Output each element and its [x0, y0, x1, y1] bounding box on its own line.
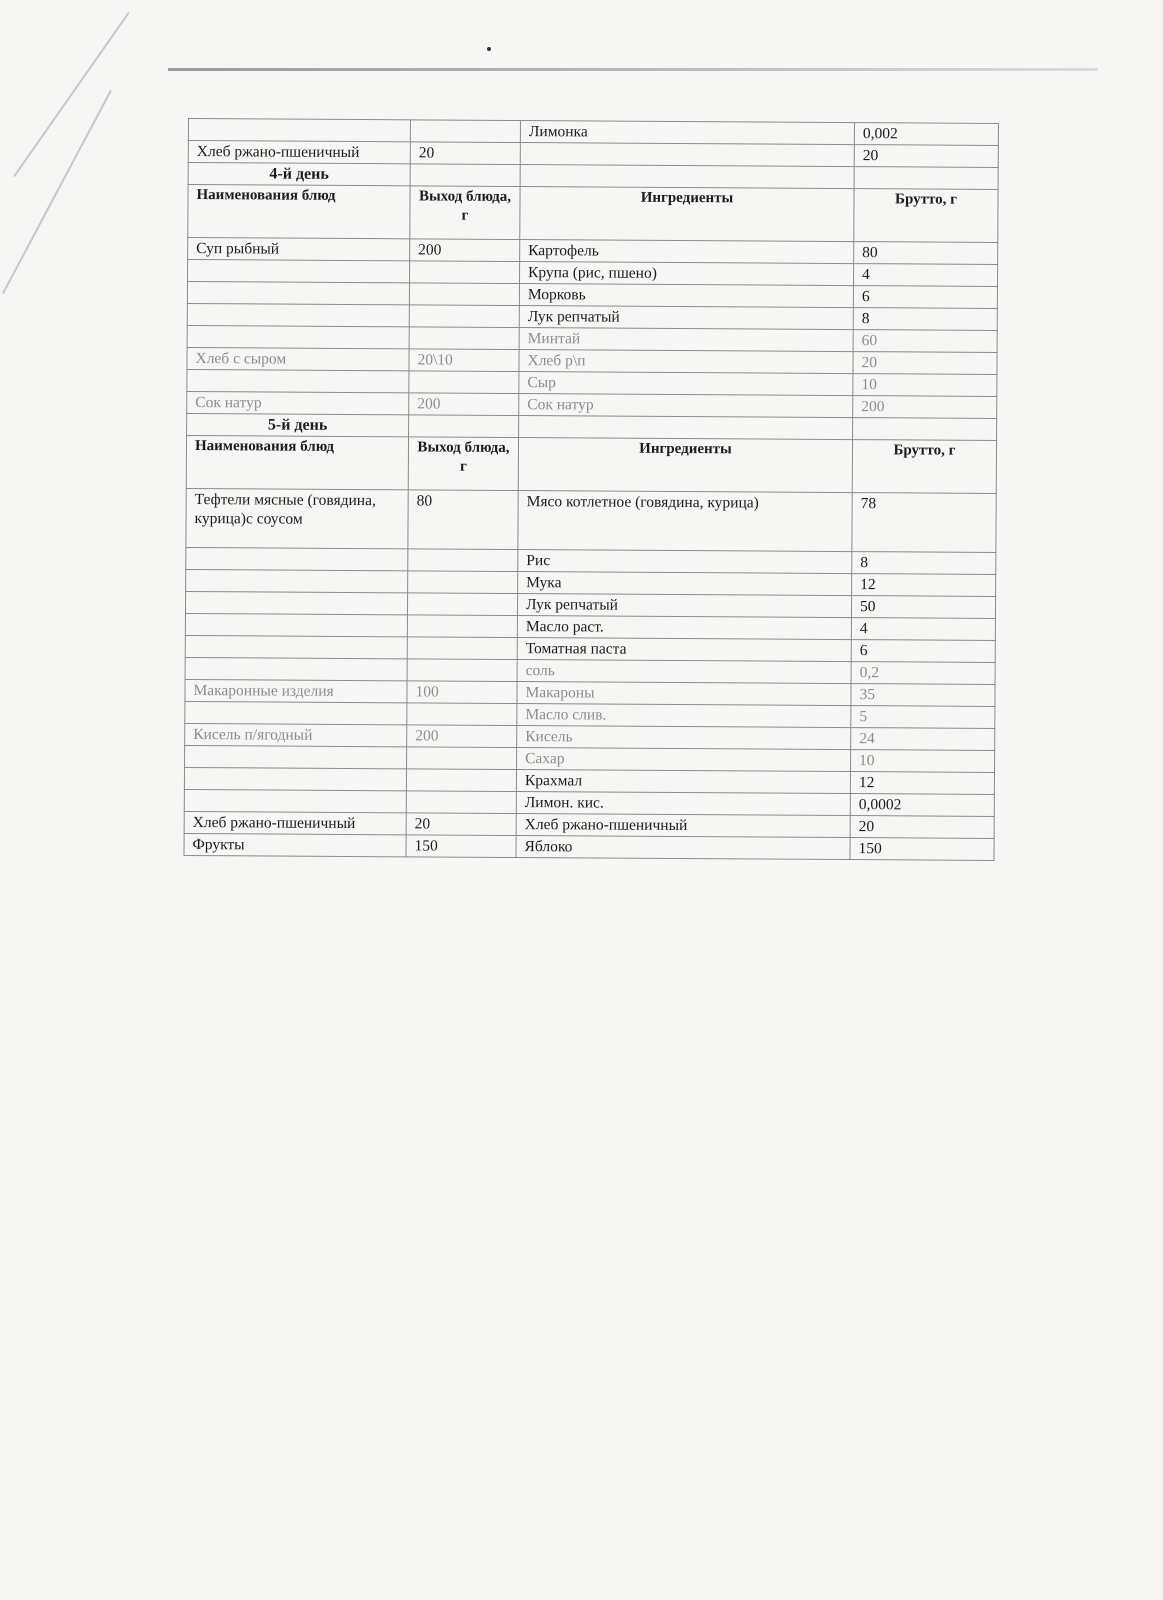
gross-cell: 6 [851, 640, 995, 663]
gross-cell: 80 [854, 242, 998, 265]
dish-cell [186, 569, 408, 592]
ingredient-cell: Картофель [520, 240, 854, 264]
table-row [186, 488, 996, 552]
gross-cell: 4 [851, 618, 995, 641]
dish-cell [185, 635, 407, 658]
dish-cell [185, 745, 407, 768]
yield-cell [409, 371, 519, 394]
dish-cell: Хлеб с сыром [187, 347, 409, 370]
header-yield: Выход блюда, г [408, 437, 518, 491]
gross-cell: 200 [853, 396, 997, 419]
ingredient-cell: Кисель [517, 726, 851, 750]
dish-cell [185, 591, 407, 614]
gross-cell: 50 [851, 596, 995, 619]
scan-speck [487, 47, 491, 51]
header-dish: Наименования блюд [186, 435, 408, 489]
yield-cell [406, 791, 516, 814]
yield-cell: 100 [407, 681, 517, 704]
header-gross: Брутто, г [852, 440, 996, 494]
ingredient-cell: Мука [518, 572, 852, 596]
gross-cell: 6 [853, 286, 997, 309]
gross-cell: 5 [851, 706, 995, 729]
gross-cell: 12 [850, 772, 994, 795]
yield-cell [407, 615, 517, 638]
ingredient-cell: Лук репчатый [519, 306, 853, 330]
ingredient-cell: Морковь [519, 284, 853, 308]
yield-cell [407, 703, 517, 726]
gross-cell: 20 [853, 352, 997, 375]
gross-cell: 0,2 [851, 662, 995, 685]
ingredient-cell: Крахмал [516, 770, 850, 794]
menu-table [183, 118, 998, 861]
dish-cell: Хлеб ржано-пшеничный [188, 141, 410, 164]
yield-cell: 200 [410, 239, 520, 262]
dish-cell [185, 613, 407, 636]
yield-cell [407, 593, 517, 616]
ingredient-cell: Мясо котлетное (говядина, курица) [518, 491, 852, 552]
ingredient-cell: Минтай [519, 328, 853, 352]
header-ingredients: Ингредиенты [520, 187, 854, 242]
ingredient-cell: Масло раст. [517, 616, 851, 640]
ingredient-cell: Лимон. кис. [516, 792, 850, 816]
ingredient-cell: Лук репчатый [517, 594, 851, 618]
dish-cell: Макаронные изделия [185, 679, 407, 702]
dish-cell: Сок натур [187, 391, 409, 414]
gross-cell: 10 [851, 750, 995, 773]
ingredient-cell: Томатная паста [517, 638, 851, 662]
gross-cell: 0,002 [854, 123, 998, 146]
header-ingredients: Ингредиенты [518, 438, 852, 493]
dish-cell [184, 789, 406, 812]
yield-cell [407, 747, 517, 770]
dish-cell [187, 325, 409, 348]
yield-cell [409, 327, 519, 350]
yield-cell: 200 [407, 725, 517, 748]
gross-cell: 20 [850, 816, 994, 839]
header-row [186, 435, 996, 493]
header-row [188, 185, 998, 243]
yield-cell [409, 283, 519, 306]
yield-cell [409, 261, 519, 284]
gross-cell: 8 [852, 552, 996, 575]
dish-cell [188, 119, 410, 142]
dish-cell: Хлеб ржано-пшеничный [184, 811, 406, 834]
ingredient-cell: Хлеб р\п [519, 350, 853, 374]
ingredient-cell: соль [517, 660, 851, 684]
gross-cell: 10 [853, 374, 997, 397]
yield-cell: 20\10 [409, 349, 519, 372]
dish-cell [188, 260, 410, 283]
dish-cell: Фрукты [184, 833, 406, 856]
dish-cell [186, 547, 408, 570]
gross-cell: 35 [851, 684, 995, 707]
gross-cell: 24 [851, 728, 995, 751]
scan-streak [2, 90, 112, 294]
yield-cell [407, 659, 517, 682]
dish-cell [187, 282, 409, 305]
ingredient-cell: Сыр [519, 372, 853, 396]
dish-cell [185, 657, 407, 680]
ingredient-cell: Яблоко [516, 836, 850, 860]
ingredient-cell: Сок натур [519, 394, 853, 418]
header-yield: Выход блюда, г [410, 186, 520, 240]
yield-cell [408, 571, 518, 594]
day-label: 4-й день [188, 163, 410, 186]
gross-cell: 78 [852, 493, 996, 553]
gross-cell: 60 [853, 330, 997, 353]
table-row [184, 833, 994, 860]
yield-cell [406, 769, 516, 792]
yield-cell [410, 120, 520, 143]
day-label: 5-й день [187, 413, 409, 436]
ingredient-cell: Макароны [517, 682, 851, 706]
dish-cell: Тефтели мясные (говядина, курица)с соусом [186, 488, 408, 548]
gross-cell: 8 [853, 308, 997, 331]
menu-document [183, 118, 997, 861]
ingredient-cell: Рис [518, 550, 852, 574]
ingredient-cell: Лимонка [520, 121, 854, 145]
dish-cell [187, 369, 409, 392]
ingredient-cell: Хлеб ржано-пшеничный [516, 814, 850, 838]
yield-cell [408, 549, 518, 572]
yield-cell [409, 305, 519, 328]
gross-cell: 12 [852, 574, 996, 597]
scan-edge-line [168, 68, 1098, 71]
scan-streak [13, 12, 129, 177]
dish-cell [187, 303, 409, 326]
ingredient-cell [520, 143, 854, 167]
dish-cell: Кисель п/ягодный [185, 723, 407, 746]
yield-cell: 150 [406, 835, 516, 858]
gross-cell: 20 [854, 145, 998, 168]
dish-cell [185, 701, 407, 724]
yield-cell [407, 637, 517, 660]
yield-cell: 20 [410, 142, 520, 165]
ingredient-cell: Крупа (рис, пшено) [519, 262, 853, 286]
gross-cell: 0,0002 [850, 794, 994, 817]
header-dish: Наименования блюд [188, 185, 410, 239]
header-gross: Брутто, г [854, 189, 998, 243]
yield-cell: 20 [406, 813, 516, 836]
dish-cell [184, 767, 406, 790]
yield-cell: 200 [409, 393, 519, 416]
gross-cell: 150 [850, 838, 994, 861]
yield-cell: 80 [408, 490, 518, 550]
dish-cell: Суп рыбный [188, 238, 410, 261]
ingredient-cell: Сахар [517, 748, 851, 772]
ingredient-cell: Масло слив. [517, 704, 851, 728]
gross-cell: 4 [853, 264, 997, 287]
